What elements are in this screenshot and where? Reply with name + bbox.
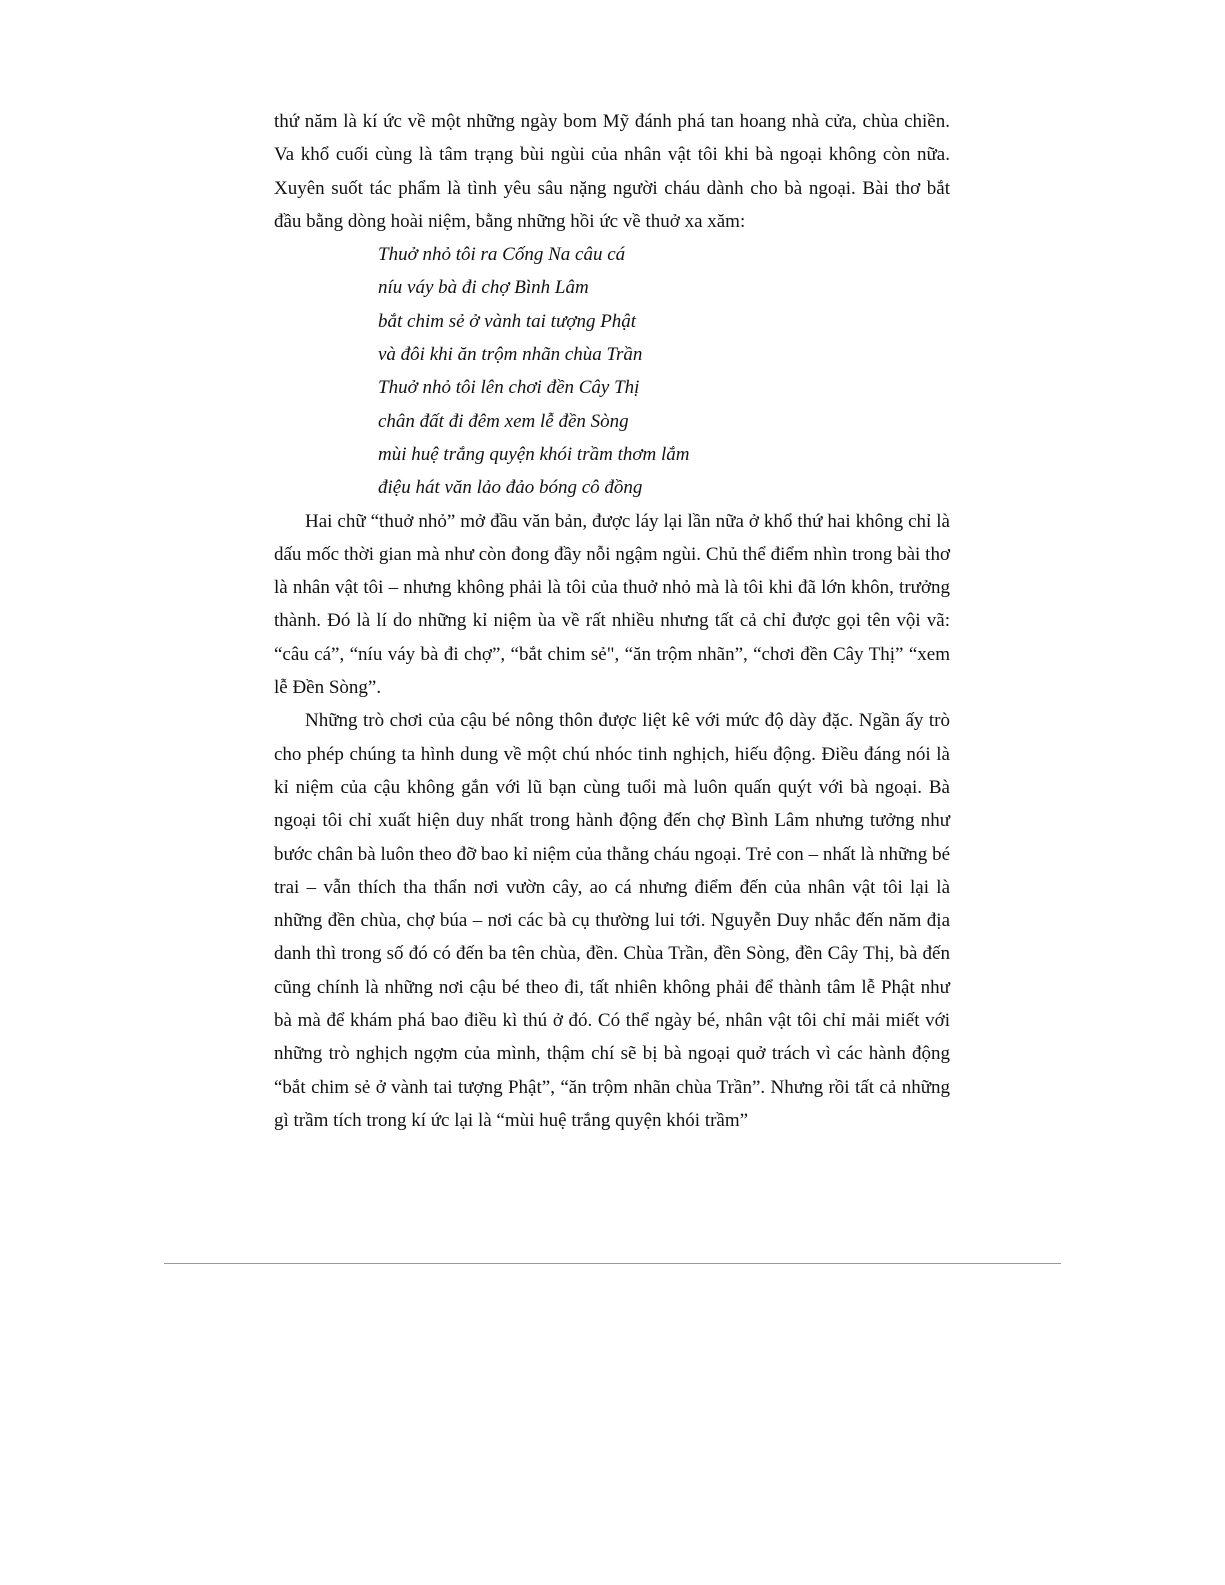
poem-excerpt <box>274 238 950 504</box>
poem-line: và đôi khi ăn trộm nhãn chùa Trần <box>378 344 643 366</box>
poem-line: Thuở nhỏ tôi lên chơi đền Cây Thị <box>378 377 640 399</box>
poem-line: mùi huệ trắng quyện khói trầm thơm lắm <box>378 443 690 465</box>
poem-line: bắt chim sẻ ở vành tai tượng Phật <box>378 310 637 332</box>
poem-line: điệu hát văn lảo đảo bóng cô đồng <box>378 477 643 499</box>
intro-paragraph: thứ năm là kí ức về một những ngày bom Mỹ đánh phá tan hoang nhà cửa, chùa chiền. Va khổ cuối cùng là tâm trạng bùi ngùi của nhân vật tôi khi bà ngoại không còn nữa. Xuyên suốt tác phẩm là tình yêu sâu nặng người cháu dành cho bà ngoại. Bài thơ bắt đầu bằng dòng hoài niệm, bằng những hồi ức về thuở xa xăm: <box>274 111 950 232</box>
poem-line: Thuở nhỏ tôi ra Cống Na câu cá <box>378 244 626 266</box>
footer-divider <box>164 1263 1061 1264</box>
poem-line: níu váy bà đi chợ Bình Lâm <box>378 277 589 299</box>
analysis-paragraph: Hai chữ “thuở nhỏ” mở đầu văn bản, được láy lại lần nữa ở khổ thứ hai không chỉ là dấu mốc thời gian mà như còn đong đầy nỗi ngậm ngùi. Chủ thể điểm nhìn trong bài thơ là nhân vật tôi – nhưng không phải là tôi của thuở nhỏ mà là tôi khi đã lớn khôn, trưởng thành. Đó là lí do những kỉ niệm ùa về rất nhiều nhưng tất cả chỉ được gọi tên vội vã: “câu cá”, “níu váy bà đi chợ”, “bắt chim sẻ", “ăn trộm nhãn”, “chơi đền Cây Thị” “xem lễ Đền Sòng”. <box>274 510 950 699</box>
poem-line: chân đất đi đêm xem lễ đền Sòng <box>378 410 629 432</box>
document-body <box>274 105 950 1137</box>
analysis-paragraph: Những trò chơi của cậu bé nông thôn được liệt kê với mức độ dày đặc. Ngần ấy trò cho phép chúng ta hình dung về một chú nhóc tinh nghịch, hiếu động. Điều đáng nói là kỉ niệm của cậu không gắn với lũ bạn cùng tuổi mà luôn quấn quýt với bà ngoại. Bà ngoại tôi chỉ xuất hiện duy nhất trong hành động đến chợ Bình Lâm nhưng tưởng như bước chân bà luôn theo đỡ bao kỉ niệm của thằng cháu ngoại. Trẻ con – nhất là những bé trai – vẫn thích tha thẩn nơi vườn cây, ao cá nhưng điểm đến của nhân vật tôi lại là những đền chùa, chợ búa – nơi các bà cụ thường lui tới. Nguyễn Duy nhắc đến năm địa danh thì trong số đó có đến ba tên chùa, đền. Chùa Trần, đền Sòng, đền Cây Thị, bà đến cũng chính là những nơi cậu bé theo đi, tất nhiên không phải để thành tâm lễ Phật như bà mà để khám phá bao điều kì thú ở đó. Có thể ngày bé, nhân vật tôi chỉ mải miết với những trò nghịch ngợm của mình, thậm chí sẽ bị bà ngoại quở trách vì các hành động “bắt chim sẻ ở vành tai tượng Phật”, “ăn trộm nhãn chùa Trần”. Nhưng rồi tất cả những gì trầm tích trong kí ức lại là “mùi huệ trắng quyện khói trầm” <box>274 710 950 1131</box>
